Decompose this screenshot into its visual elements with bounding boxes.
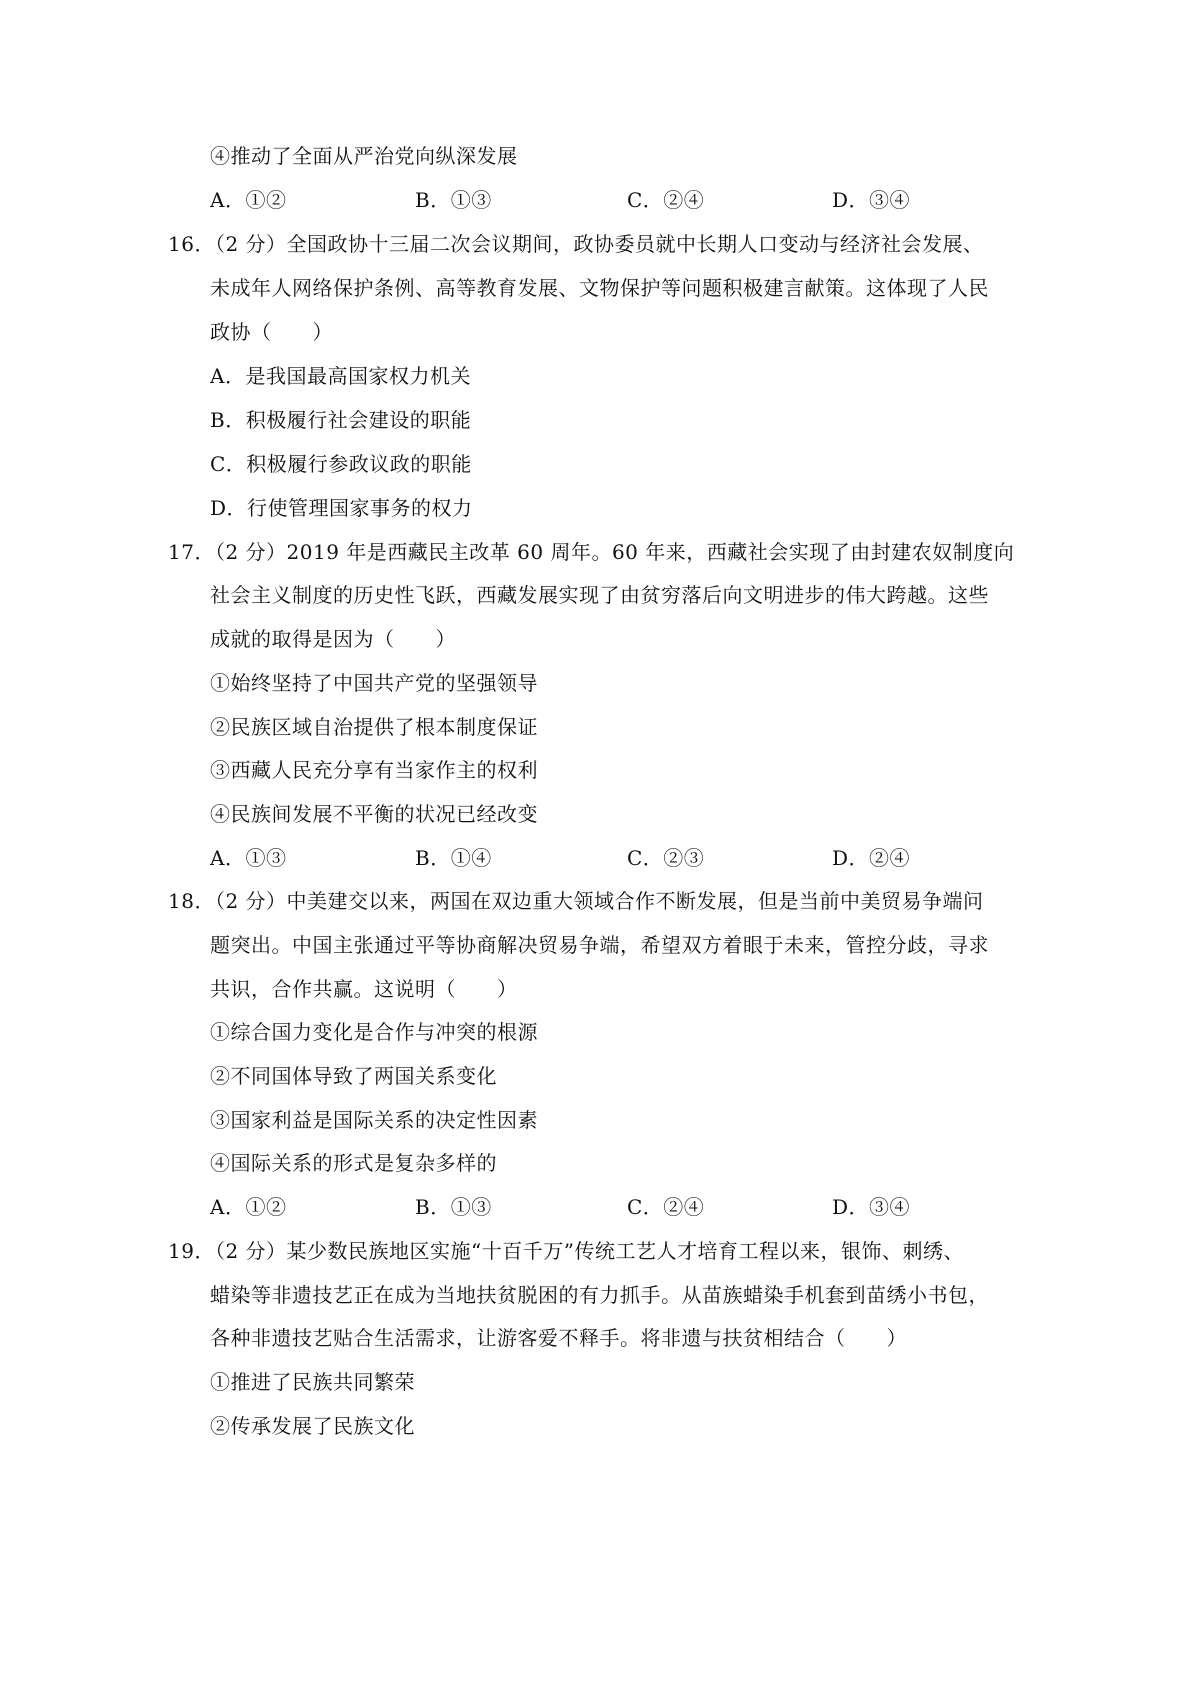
q15-option-a: A．①② <box>210 188 287 212</box>
q15-item-4: ④推动了全面从严治党向纵深发展 <box>210 144 518 168</box>
q17-stem-line-3: 成就的取得是因为（ ） <box>210 627 456 651</box>
q16-option-d: D．行使管理国家事务的权力 <box>210 496 473 520</box>
q15-option-b: B．①③ <box>415 188 492 212</box>
q16-stem-line-1: 16．（2 分）全国政协十三届二次会议期间，政协委员就中长期人口变动与经济社会发展、 <box>168 232 984 256</box>
q16-stem-line-3: 政协（ ） <box>210 320 333 344</box>
q17-stem-line-2: 社会主义制度的历史性飞跃，西藏发展实现了由贫穷落后向文明进步的伟大跨越。这些 <box>210 583 989 607</box>
q18-item-2: ②不同国体导致了两国关系变化 <box>210 1064 497 1088</box>
q18-item-1: ①综合国力变化是合作与冲突的根源 <box>210 1020 538 1044</box>
q17-item-4: ④民族间发展不平衡的状况已经改变 <box>210 802 538 826</box>
q17-options <box>210 844 970 872</box>
q15-option-d: D．③④ <box>832 188 911 212</box>
q19-stem-line-1: 19．（2 分）某少数民族地区实施“十百千万”传统工艺人才培育工程以来，银饰、刺绣、 <box>168 1239 964 1263</box>
q16-option-c: C．积极履行参政议政的职能 <box>210 452 472 476</box>
q17-option-b: B．①④ <box>415 846 492 870</box>
q18-stem-line-2: 题突出。中国主张通过平等协商解决贸易争端，希望双方着眼于未来，管控分歧，寻求 <box>210 933 989 957</box>
q18-options <box>210 1193 970 1221</box>
q19-stem-line-2: 蜡染等非遗技艺正在成为当地扶贫脱困的有力抓手。从苗族蜡染手机套到苗绣小书包， <box>210 1283 989 1307</box>
q17-stem-line-1: 17．（2 分）2019 年是西藏民主改革 60 周年。60 年来，西藏社会实现了由封建农奴制度向 <box>168 540 1015 564</box>
q17-item-2: ②民族区域自治提供了根本制度保证 <box>210 715 538 739</box>
q16-option-a: A．是我国最高国家权力机关 <box>210 364 471 388</box>
q17-option-c: C．②③ <box>627 846 705 870</box>
q15-option-c: C．②④ <box>627 188 705 212</box>
q18-option-c: C．②④ <box>627 1195 705 1219</box>
q16-option-b: B．积极履行社会建设的职能 <box>210 408 472 432</box>
q18-option-b: B．①③ <box>415 1195 492 1219</box>
q18-option-a: A．①② <box>210 1195 287 1219</box>
q19-stem-line-3: 各种非遗技艺贴合生活需求，让游客爱不释手。将非遗与扶贫相结合（ ） <box>210 1326 907 1350</box>
q15-options <box>210 186 970 214</box>
q18-stem-line-3: 共识，合作共赢。这说明（ ） <box>210 977 518 1001</box>
q17-item-1: ①始终坚持了中国共产党的坚强领导 <box>210 671 538 695</box>
q19-item-1: ①推进了民族共同繁荣 <box>210 1370 415 1394</box>
q18-item-4: ④国际关系的形式是复杂多样的 <box>210 1151 497 1175</box>
q17-item-3: ③西藏人民充分享有当家作主的权利 <box>210 758 538 782</box>
q17-option-a: A．①③ <box>210 846 287 870</box>
q18-option-d: D．③④ <box>832 1195 911 1219</box>
q18-stem-line-1: 18．（2 分）中美建交以来，两国在双边重大领域合作不断发展，但是当前中美贸易争端问 <box>168 889 984 913</box>
q19-item-2: ②传承发展了民族文化 <box>210 1414 415 1438</box>
q16-stem-line-2: 未成年人网络保护条例、高等教育发展、文物保护等问题积极建言献策。这体现了人民 <box>210 276 989 300</box>
q18-item-3: ③国家利益是国际关系的决定性因素 <box>210 1108 538 1132</box>
q17-option-d: D．②④ <box>832 846 911 870</box>
